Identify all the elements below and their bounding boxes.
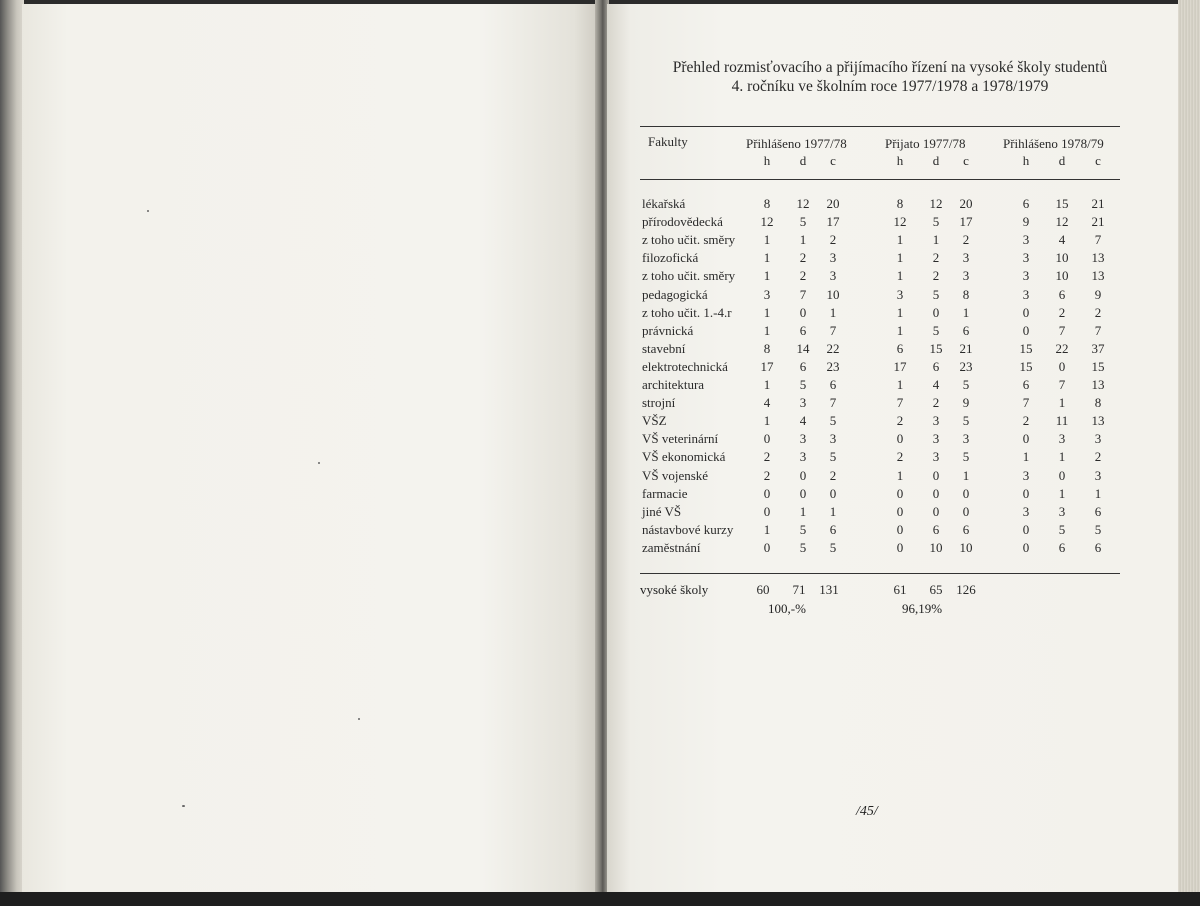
table-cell: 1 — [763, 322, 771, 338]
table-cell: 15 — [1055, 196, 1069, 211]
table-cell: 4 — [763, 395, 771, 411]
table-cell: 8 — [896, 196, 904, 211]
table-cell: 2 — [1022, 413, 1030, 429]
table-cell: 4 — [799, 413, 807, 429]
table-row — [0, 341, 1200, 359]
table-row — [0, 214, 1200, 232]
table-cell: 1 — [763, 232, 771, 248]
percent-accepted: 96,19% — [902, 601, 943, 616]
row-label: stavební — [642, 340, 686, 356]
table-cell: 7 — [1094, 322, 1102, 338]
table-cell: 6 — [1094, 539, 1102, 555]
table-cell: 2 — [932, 395, 940, 411]
table-cell: 4 — [1058, 232, 1066, 248]
table-cell: 1 — [1058, 395, 1066, 411]
table-cell: 0 — [962, 503, 970, 519]
table-cell: 0 — [829, 485, 837, 501]
table-cell: 7 — [799, 286, 807, 302]
table-cell: 5 — [799, 539, 807, 555]
table-cell: 0 — [932, 503, 940, 519]
table-cell: 12 — [929, 196, 943, 211]
table-cell: 1 — [763, 250, 771, 266]
table-cell: 5 — [799, 214, 807, 230]
table-cell: 1 — [799, 503, 807, 519]
table-cell: 2 — [799, 250, 807, 266]
table-cell: 2 — [829, 467, 837, 483]
table-cell: 1 — [763, 304, 771, 320]
table-cell: 2 — [1094, 304, 1102, 320]
table-cell: 17 — [893, 358, 907, 374]
table-cell: 1 — [1094, 485, 1102, 501]
table-cell: 0 — [1022, 304, 1030, 320]
table-cell: 8 — [763, 196, 771, 211]
table-row — [0, 522, 1200, 540]
group-header-accepted-1977: Přijato 1977/78 — [885, 136, 966, 151]
row-label: filozofická — [642, 250, 699, 266]
table-cell: 0 — [932, 467, 940, 483]
table-cell: 3 — [962, 431, 970, 447]
table-row — [0, 305, 1200, 323]
table-cell: 15 — [1019, 358, 1033, 374]
table-cell: 1 — [896, 467, 904, 483]
subheader-c: c — [963, 153, 969, 168]
row-label: farmacie — [642, 485, 688, 501]
table-cell: 0 — [763, 485, 771, 501]
table-row — [0, 486, 1200, 504]
table-cell: 15 — [1091, 358, 1105, 374]
table-cell: 17 — [826, 214, 840, 230]
subheader-h: h — [1022, 153, 1030, 168]
table-cell: 0 — [932, 485, 940, 501]
table-row — [0, 540, 1200, 558]
total-cell: 131 — [819, 582, 839, 597]
row-label: zaměstnání — [642, 539, 701, 555]
table-row — [0, 431, 1200, 449]
table-cell: 3 — [1022, 467, 1030, 483]
table-cell: 0 — [896, 431, 904, 447]
table-cell: 6 — [962, 521, 970, 537]
table-cell: 5 — [829, 449, 837, 465]
table-cell: 12 — [760, 214, 774, 230]
table-cell: 3 — [1094, 431, 1102, 447]
table-cell: 1 — [763, 521, 771, 537]
table-total-rule — [640, 573, 1120, 574]
table-row — [0, 395, 1200, 413]
table-cell: 22 — [1055, 340, 1069, 356]
row-label: z toho učit. směry — [642, 268, 736, 284]
total-cell: 65 — [929, 582, 943, 597]
table-cell: 23 — [959, 358, 973, 374]
row-label: přírodovědecká — [642, 214, 723, 230]
table-cell: 0 — [1022, 322, 1030, 338]
row-label: strojní — [642, 395, 676, 411]
table-cell: 6 — [799, 322, 807, 338]
table-cell: 14 — [796, 340, 810, 356]
table-cell: 3 — [932, 431, 940, 447]
table-row — [0, 287, 1200, 305]
table-cell: 2 — [896, 413, 904, 429]
table-cell: 37 — [1091, 340, 1105, 356]
table-cell: 1 — [763, 377, 771, 392]
table-cell: 17 — [760, 358, 774, 374]
table-row — [0, 250, 1200, 268]
table-cell: 5 — [932, 214, 940, 230]
table-cell: 3 — [896, 286, 904, 302]
bottom-shadow — [0, 892, 1200, 906]
table-cell: 2 — [763, 449, 771, 465]
subheader-d: d — [932, 153, 940, 168]
table-cell: 3 — [799, 395, 807, 411]
table-cell: 1 — [932, 232, 940, 248]
table-cell: 22 — [826, 340, 840, 356]
table-cell: 3 — [1022, 503, 1030, 519]
table-cell: 9 — [962, 395, 970, 411]
row-label: z toho učit. 1.-4.r — [642, 304, 732, 320]
table-cell: 3 — [962, 250, 970, 266]
table-cell: 6 — [829, 377, 837, 392]
page-number: /45/ — [856, 804, 878, 819]
table-cell: 3 — [1058, 431, 1066, 447]
table-cell: 6 — [932, 521, 940, 537]
table-cell: 6 — [1058, 539, 1066, 555]
total-cell: 71 — [792, 582, 806, 597]
table-row — [0, 413, 1200, 431]
table-cell: 1 — [1022, 449, 1030, 465]
table-row — [0, 323, 1200, 341]
table-cell: 5 — [799, 521, 807, 537]
table-cell: 1 — [896, 232, 904, 248]
table-cell: 0 — [799, 467, 807, 483]
table-cell: 5 — [932, 322, 940, 338]
table-cell: 5 — [1058, 521, 1066, 537]
row-label: architektura — [642, 377, 705, 392]
table-cell: 12 — [1055, 214, 1069, 230]
table-cell: 3 — [829, 268, 837, 284]
table-cell: 6 — [962, 322, 970, 338]
table-cell: 1 — [896, 377, 904, 392]
row-label: právnická — [642, 322, 694, 338]
table-cell: 5 — [1094, 521, 1102, 537]
subheader-c: c — [830, 153, 836, 168]
table-cell: 4 — [932, 377, 940, 392]
table-header-rule — [640, 179, 1120, 180]
table-row — [0, 468, 1200, 486]
table-cell: 13 — [1091, 377, 1105, 392]
table-cell: 6 — [1058, 286, 1066, 302]
title-line-1: Přehled rozmisťovacího a přijímacího řízení na vysoké školy studentů — [672, 59, 1108, 76]
table-cell: 3 — [1094, 467, 1102, 483]
table-cell: 0 — [896, 503, 904, 519]
table-cell: 5 — [962, 377, 970, 392]
row-label: lékařská — [642, 196, 686, 211]
table-cell: 2 — [932, 250, 940, 266]
group-header-applied-1978: Přihlášeno 1978/79 — [1003, 136, 1104, 151]
table-cell: 7 — [1058, 322, 1066, 338]
table-cell: 0 — [1022, 431, 1030, 447]
table-cell: 5 — [829, 413, 837, 429]
table-cell: 6 — [829, 521, 837, 537]
table-cell: 10 — [1055, 250, 1069, 266]
table-cell: 21 — [959, 340, 973, 356]
table-cell: 0 — [896, 539, 904, 555]
table-cell: 0 — [1022, 539, 1030, 555]
table-cell: 2 — [829, 232, 837, 248]
subheader-d: d — [1058, 153, 1066, 168]
table-cell: 0 — [763, 503, 771, 519]
table-cell: 1 — [763, 413, 771, 429]
subheader-h: h — [896, 153, 904, 168]
table-cell: 5 — [932, 286, 940, 302]
table-cell: 6 — [932, 358, 940, 374]
table-row — [0, 268, 1200, 286]
table-cell: 21 — [1091, 214, 1105, 230]
table-cell: 11 — [1055, 413, 1069, 429]
table-cell: 7 — [829, 395, 837, 411]
table-cell: 1 — [1058, 449, 1066, 465]
table-top-rule — [640, 126, 1120, 127]
table-cell: 20 — [826, 196, 840, 211]
col-header-faculty: Fakulty — [648, 134, 688, 149]
table-cell: 15 — [929, 340, 943, 356]
table-cell: 1 — [896, 322, 904, 338]
table-cell: 3 — [1022, 232, 1030, 248]
table-cell: 3 — [799, 449, 807, 465]
table-cell: 0 — [896, 485, 904, 501]
table-cell: 1 — [799, 232, 807, 248]
table-cell: 2 — [1094, 449, 1102, 465]
table-cell: 12 — [893, 214, 907, 230]
table-cell: 17 — [959, 214, 973, 230]
table-cell: 6 — [1022, 196, 1030, 211]
table-cell: 7 — [829, 322, 837, 338]
table-cell: 5 — [799, 377, 807, 392]
table-cell: 3 — [1022, 268, 1030, 284]
table-cell: 0 — [799, 485, 807, 501]
table-cell: 10 — [959, 539, 973, 555]
row-label: jiné VŠ — [642, 503, 682, 519]
row-label: VŠ veterinární — [642, 431, 719, 447]
table-cell: 10 — [826, 286, 840, 302]
table-cell: 6 — [799, 358, 807, 374]
table-cell: 1 — [829, 503, 837, 519]
row-label: nástavbové kurzy — [642, 521, 734, 537]
table-cell: 1 — [962, 467, 970, 483]
table-cell: 1 — [763, 268, 771, 284]
table-cell: 1 — [896, 250, 904, 266]
table-cell: 8 — [763, 340, 771, 356]
paper-speck — [358, 718, 360, 720]
table-cell: 21 — [1091, 196, 1105, 211]
table-cell: 7 — [1094, 232, 1102, 248]
table-cell: 0 — [763, 539, 771, 555]
table-cell: 2 — [763, 467, 771, 483]
table-row — [0, 504, 1200, 522]
table-cell: 15 — [1019, 340, 1033, 356]
table-cell: 7 — [1022, 395, 1030, 411]
table-cell: 6 — [1022, 377, 1030, 392]
table-cell: 0 — [799, 304, 807, 320]
table-cell: 2 — [932, 268, 940, 284]
table-cell: 10 — [929, 539, 943, 555]
paper-speck — [182, 805, 185, 807]
table-cell: 0 — [1058, 358, 1066, 374]
table-cell: 6 — [1094, 503, 1102, 519]
total-cell: 60 — [756, 582, 770, 597]
table-cell: 5 — [829, 539, 837, 555]
subheader-h: h — [763, 153, 771, 168]
table-cell: 3 — [829, 250, 837, 266]
row-label: VŠZ — [642, 413, 667, 429]
table-cell: 1 — [962, 304, 970, 320]
table-cell: 12 — [796, 196, 810, 211]
page-title — [630, 58, 1150, 96]
table-cell: 7 — [1058, 377, 1066, 392]
table-cell: 3 — [1022, 250, 1030, 266]
table-cell: 10 — [1055, 268, 1069, 284]
table-cell: 1 — [896, 268, 904, 284]
table-row — [0, 232, 1200, 250]
row-label: elektrotechnická — [642, 358, 728, 374]
table-cell: 5 — [962, 413, 970, 429]
table-cell: 1 — [1058, 485, 1066, 501]
table-cell: 0 — [896, 521, 904, 537]
table-cell: 13 — [1091, 413, 1105, 429]
row-label: VŠ vojenské — [642, 467, 709, 483]
table-cell: 3 — [932, 449, 940, 465]
percent-applied: 100,-% — [768, 601, 806, 616]
table-row — [0, 196, 1200, 214]
table-cell: 2 — [799, 268, 807, 284]
table-cell: 0 — [763, 431, 771, 447]
table-cell: 3 — [932, 413, 940, 429]
table-cell: 2 — [962, 232, 970, 248]
table-cell: 8 — [962, 286, 970, 302]
table-cell: 7 — [896, 395, 904, 411]
table-cell: 3 — [799, 431, 807, 447]
table-cell: 0 — [1022, 485, 1030, 501]
row-label: z toho učit. směry — [642, 232, 736, 248]
table-cell: 0 — [932, 304, 940, 320]
table-cell: 2 — [896, 449, 904, 465]
table-cell: 0 — [962, 485, 970, 501]
group-header-applied-1977: Přihlášeno 1977/78 — [746, 136, 847, 151]
row-label: pedagogická — [642, 286, 708, 302]
table-cell: 13 — [1091, 268, 1105, 284]
total-cell: 126 — [956, 582, 976, 597]
table-cell: 3 — [1022, 286, 1030, 302]
table-cell: 5 — [962, 449, 970, 465]
title-line-2: 4. ročníku ve školním roce 1977/1978 a 1978/1979 — [731, 78, 1049, 95]
subheader-d: d — [799, 153, 807, 168]
table-cell: 3 — [962, 268, 970, 284]
table-cell: 9 — [1022, 214, 1030, 230]
table-cell: 2 — [1058, 304, 1066, 320]
table-cell: 0 — [1058, 467, 1066, 483]
row-label: VŠ ekonomická — [642, 449, 726, 465]
table-row — [0, 359, 1200, 377]
table-cell: 13 — [1091, 250, 1105, 266]
table-row — [0, 377, 1200, 395]
table-cell: 6 — [896, 340, 904, 356]
subheader-c: c — [1095, 153, 1101, 168]
total-label: vysoké školy — [640, 582, 709, 597]
table-cell: 9 — [1094, 286, 1102, 302]
table-cell: 3 — [763, 286, 771, 302]
table-cell: 0 — [1022, 521, 1030, 537]
table-cell: 23 — [826, 358, 840, 374]
table-cell: 8 — [1094, 395, 1102, 411]
table-cell: 3 — [1058, 503, 1066, 519]
table-row — [0, 449, 1200, 467]
table-cell: 1 — [896, 304, 904, 320]
total-cell: 61 — [893, 582, 907, 597]
table-cell: 3 — [829, 431, 837, 447]
table-cell: 20 — [959, 196, 973, 211]
table-cell: 1 — [829, 304, 837, 320]
